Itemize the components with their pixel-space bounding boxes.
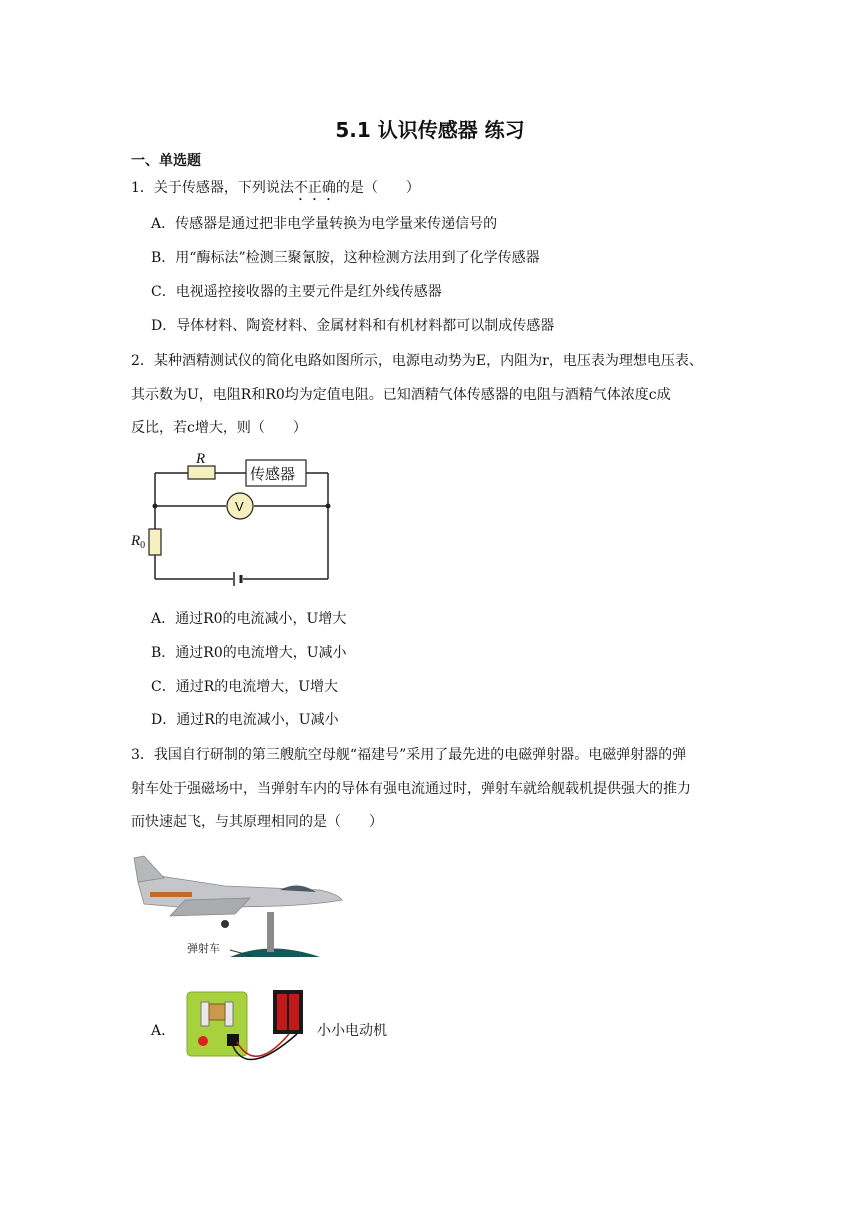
question-2-line-2: 其示数为U，电阻R和R0均为定值电阻。已知酒精气体传感器的电阻与酒精气体浓度c成 xyxy=(131,387,671,403)
question-3-line-1: 3．我国自行研制的第三艘航空母舰“福建号”采用了最先进的电磁弹射器。电磁弹射器的弹 xyxy=(131,747,687,763)
question-1-option-b: B．用“酶标法”检测三聚氰胺，这种检测方法用到了化学传感器 xyxy=(151,250,540,266)
question-1-option-d: D．导体材料、陶瓷材料、金属材料和有机材料都可以制成传感器 xyxy=(151,318,555,334)
question-1-stem-post: 的是（ ） xyxy=(335,180,420,196)
resistor-r xyxy=(188,466,215,479)
question-3-line-3: 而快速起飞，与其原理相同的是（ ） xyxy=(131,814,383,830)
question-2-option-d: D．通过R的电流减小，U减小 xyxy=(151,712,339,728)
question-1-option-c: C．电视遥控接收器的主要元件是红外线传感器 xyxy=(151,284,442,300)
question-3-line-2: 射车处于强磁场中，当弹射车内的导体有强电流通过时，弹射车就给舰载机提供强大的推力 xyxy=(131,781,691,797)
label-voltmeter: V xyxy=(235,499,244,514)
question-1-option-a: A．传感器是通过把非电学量转换为电学量来传递信号的 xyxy=(151,216,498,232)
resistor-r0 xyxy=(149,529,161,555)
question-2-option-a: A．通过R0的电流减小，U增大 xyxy=(151,611,347,627)
question-3-option-a-prefix: A． xyxy=(151,1023,176,1039)
circuit-diagram xyxy=(128,448,338,588)
label-sensor: 传感器 xyxy=(250,465,296,483)
page-title: 5.1 认识传感器 练习 xyxy=(335,118,525,142)
label-r: R xyxy=(196,451,206,467)
question-1-emphasis: 不正确 xyxy=(293,180,336,196)
question-3-option-a-caption: 小小电动机 xyxy=(317,1023,387,1039)
question-1-stem-pre: 1．关于传感器，下列说法 xyxy=(131,180,294,196)
question-2-line-3: 反比，若c增大，则（ ） xyxy=(131,420,307,436)
small-motor-image xyxy=(185,984,310,1079)
question-2-line-1: 2．某种酒精测试仪的简化电路如图所示，电源电动势为E，内阻为r，电压表为理想电压表、 xyxy=(131,353,703,369)
section-heading: 一、单选题 xyxy=(131,153,201,169)
label-r0: $R_0$ xyxy=(131,533,146,551)
jet-catapult-image xyxy=(130,852,345,967)
question-2-option-c: C．通过R的电流增大，U增大 xyxy=(151,679,339,695)
question-2-option-b: B．通过R0的电流增大，U减小 xyxy=(151,645,347,661)
catapult-car-label: 弹射车 xyxy=(187,942,220,955)
question-1-stem xyxy=(131,177,420,204)
